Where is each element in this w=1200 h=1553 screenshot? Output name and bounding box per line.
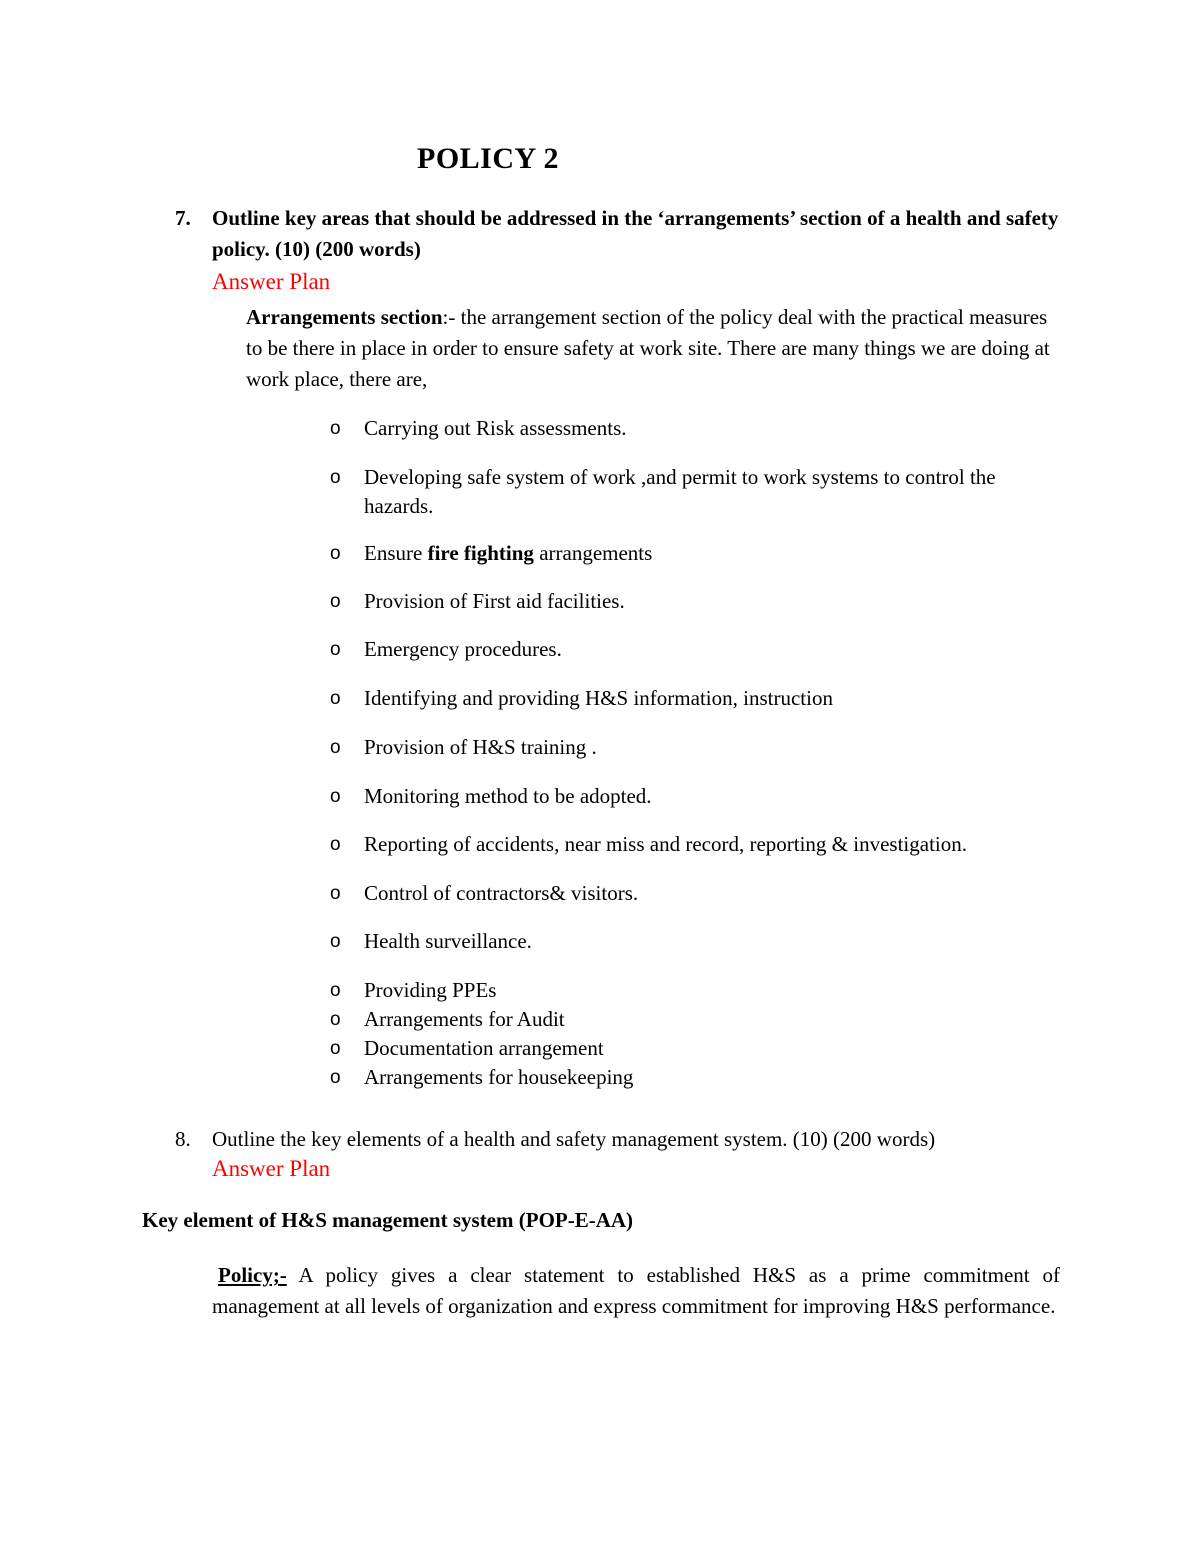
policy-text: A policy gives a clear statement to established H&S as a prime commitment of management at all levels of organization and express commitment for improving H&S performance. <box>212 1263 1060 1318</box>
list-item-text <box>364 463 1070 521</box>
bullet-marker: o <box>330 639 341 660</box>
list-item-text-part: Developing safe system of work ,and permit to work systems to control the hazards. <box>364 465 996 518</box>
key-element-heading: Key element of H&S management system (POP-E-AA) <box>142 1208 634 1232</box>
list-item-text-part: Carrying out Risk assessments. <box>364 416 627 440</box>
list-item-text-part: Provision of First aid facilities. <box>364 589 625 613</box>
list-item-text-part: Ensure <box>364 541 428 565</box>
list-item <box>330 879 1070 908</box>
list-item-text <box>364 684 1070 713</box>
list-item <box>330 1063 1070 1092</box>
list-item <box>330 635 1070 664</box>
list-item-text-part: Monitoring method to be adopted. <box>364 784 652 808</box>
policy-lead: Policy;- <box>218 1263 287 1287</box>
bullet-marker: o <box>330 883 341 904</box>
list-item-text-part: Documentation arrangement <box>364 1036 604 1060</box>
list-item <box>330 830 1070 859</box>
bullet-marker: o <box>330 1038 341 1059</box>
bullet-marker: o <box>330 543 341 564</box>
bullet-marker: o <box>330 1067 341 1088</box>
policy-paragraph <box>212 1260 1060 1322</box>
list-item-text-part: Emergency procedures. <box>364 637 562 661</box>
list-item-text-part: Provision of H&S training . <box>364 735 597 759</box>
list-item <box>330 587 1070 616</box>
bullet-marker: o <box>330 980 341 1001</box>
bullet-marker: o <box>330 1009 341 1030</box>
arrangements-paragraph <box>246 302 1066 395</box>
list-item-text-part: Control of contractors& visitors. <box>364 881 639 905</box>
list-item <box>330 684 1070 713</box>
page-title: POLICY 2 <box>417 142 560 175</box>
list-item-text-part: Identifying and providing H&S information, instruction <box>364 686 833 710</box>
answer-plan-label-2: Answer Plan <box>212 1156 331 1181</box>
bullet-marker: o <box>330 737 341 758</box>
list-item-text-part: Reporting of accidents, near miss and record, reporting & investigation. <box>364 832 968 856</box>
list-item-text <box>364 1005 1070 1034</box>
list-item <box>330 539 1070 568</box>
list-item-text <box>364 1034 1070 1063</box>
answer-plan-label: Answer Plan <box>212 269 331 294</box>
list-item <box>330 782 1070 811</box>
bullet-marker: o <box>330 467 341 488</box>
question-8-number: 8. <box>175 1127 191 1151</box>
list-item-emphasis: fire fighting <box>427 541 534 565</box>
bullet-marker: o <box>330 688 341 709</box>
list-item <box>330 1005 1070 1034</box>
list-item-text-part: Arrangements for Audit <box>364 1007 565 1031</box>
list-item-text-part: arrangements <box>533 541 653 565</box>
bullet-marker: o <box>330 931 341 952</box>
bullet-marker: o <box>330 418 341 439</box>
list-item-text <box>364 1063 1070 1092</box>
question-8-text: Outline the key elements of a health and safety management system. (10) (200 words) <box>212 1127 936 1151</box>
list-item <box>330 1034 1070 1063</box>
list-item-text-part: Health surveillance. <box>364 929 532 953</box>
list-item-text <box>364 587 1070 616</box>
question-7 <box>175 203 1075 265</box>
arrangements-text: :- the arrangement section of the policy deal with the practical measures to be there in place in order to ensure safety at work site. There are many things we are doing at work place, there are, <box>246 305 1050 391</box>
list-item <box>330 414 1070 443</box>
list-item-text-part: Providing PPEs <box>364 978 497 1002</box>
list-item-text <box>364 927 1070 956</box>
list-item-text <box>364 976 1070 1005</box>
list-item <box>330 976 1070 1005</box>
bullet-marker: o <box>330 591 341 612</box>
list-item-text <box>364 733 1070 762</box>
list-item-text <box>364 414 1070 443</box>
list-item-text <box>364 635 1070 664</box>
list-item <box>330 733 1070 762</box>
question-8 <box>175 1124 1075 1155</box>
list-item-text <box>364 830 1070 859</box>
question-7-text: Outline key areas that should be addressed in the ‘arrangements’ section of a health and safety policy. (10) (200 words) <box>212 206 1059 261</box>
list-item-text <box>364 879 1070 908</box>
list-item-text <box>364 782 1070 811</box>
list-item-text-part: Arrangements for housekeeping <box>364 1065 634 1089</box>
bullet-marker: o <box>330 786 341 807</box>
bullet-marker: o <box>330 834 341 855</box>
list-item-text <box>364 539 1070 568</box>
list-item <box>330 463 1070 521</box>
list-item <box>330 927 1070 956</box>
arrangements-lead: Arrangements section <box>246 305 443 329</box>
question-7-number: 7. <box>175 206 191 230</box>
